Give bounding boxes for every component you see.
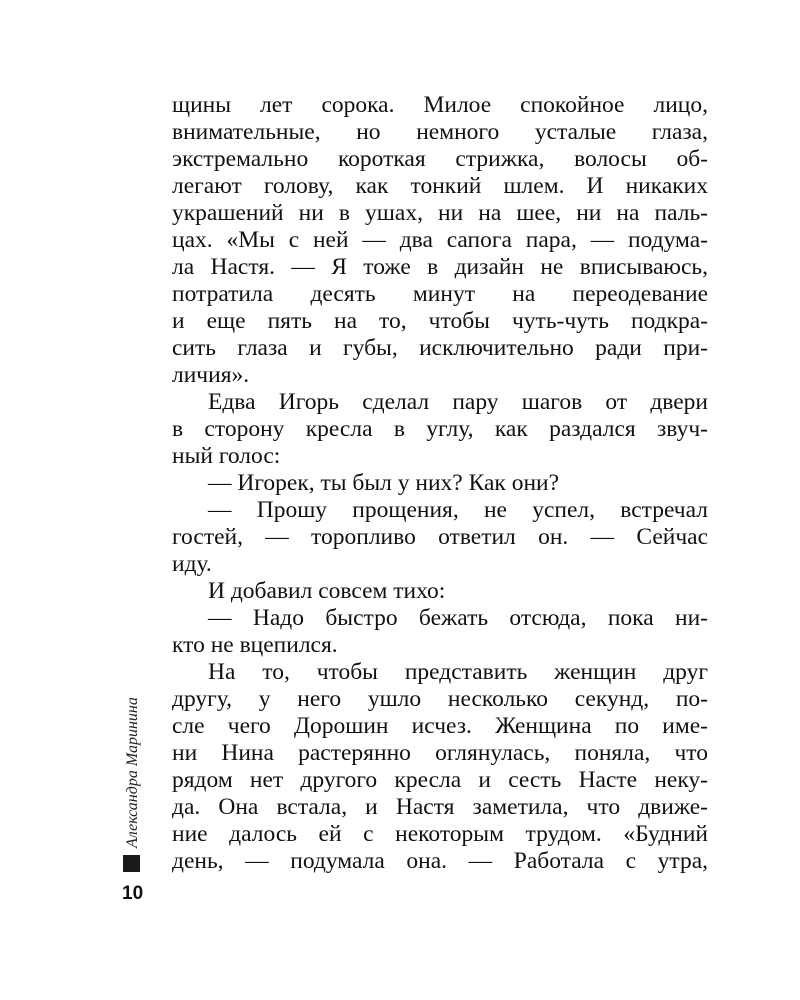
text-line: в сторону кресла в углу, как раздался звуч- (172, 416, 708, 442)
page-number: 10 (122, 883, 144, 904)
text-line: другу, у него ушло несколько секунд, по- (172, 686, 708, 712)
text-line: цах. «Мы с ней — два сапога пара, — подума- (172, 227, 708, 253)
text-line: ни Нина растерянно оглянулась, поняла, что (172, 740, 708, 766)
text-line: ла Настя. — Я тоже в дизайн не вписываюсь, (172, 254, 708, 280)
text-line: На то, чтобы представить женщин друг (208, 659, 708, 685)
text-line: украшений ни в ушах, ни на шее, ни на паль- (172, 200, 708, 226)
text-line: легают голову, как тонкий шлем. И никаких (172, 173, 708, 199)
author-running-head: Александра Маринина (124, 697, 141, 848)
text-line: внимательные, но немного усталые глаза, (172, 119, 708, 145)
text-line: иду. (172, 551, 212, 577)
text-line: гостей, — торопливо ответил он. — Сейчас (172, 524, 708, 550)
text-line: — Надо быстро бежать отсюда, пока ни- (208, 605, 708, 631)
text-line: день, — подумала она. — Работала с утра, (172, 848, 708, 874)
text-line: экстремально короткая стрижка, волосы об- (172, 146, 708, 172)
text-line: потратила десять минут на переодевание (172, 281, 708, 307)
text-line: личия». (172, 362, 250, 388)
text-line: да. Она встала, и Настя заметила, что движе- (172, 794, 708, 820)
text-line: — Игорек, ты был у них? Как они? (208, 470, 560, 496)
text-line: ние далось ей с некоторым трудом. «Будний (172, 821, 708, 847)
text-line: рядом нет другого кресла и сесть Насте неку- (172, 767, 708, 793)
text-line: сить глаза и губы, исключительно ради при- (172, 335, 708, 361)
square-marker-icon (123, 855, 140, 872)
text-line: — Прошу прощения, не успел, встречал (208, 497, 708, 523)
text-line: И добавил совсем тихо: (208, 578, 446, 604)
text-line: и еще пять на то, чтобы чуть-чуть подкра- (172, 308, 708, 334)
text-line: Едва Игорь сделал пару шагов от двери (208, 389, 708, 415)
text-line: щины лет сорока. Милое спокойное лицо, (172, 92, 708, 118)
text-line: ный голос: (172, 443, 281, 469)
text-line: сле чего Дорошин исчез. Женщина по име- (172, 713, 708, 739)
text-line: кто не вцепился. (172, 632, 338, 658)
